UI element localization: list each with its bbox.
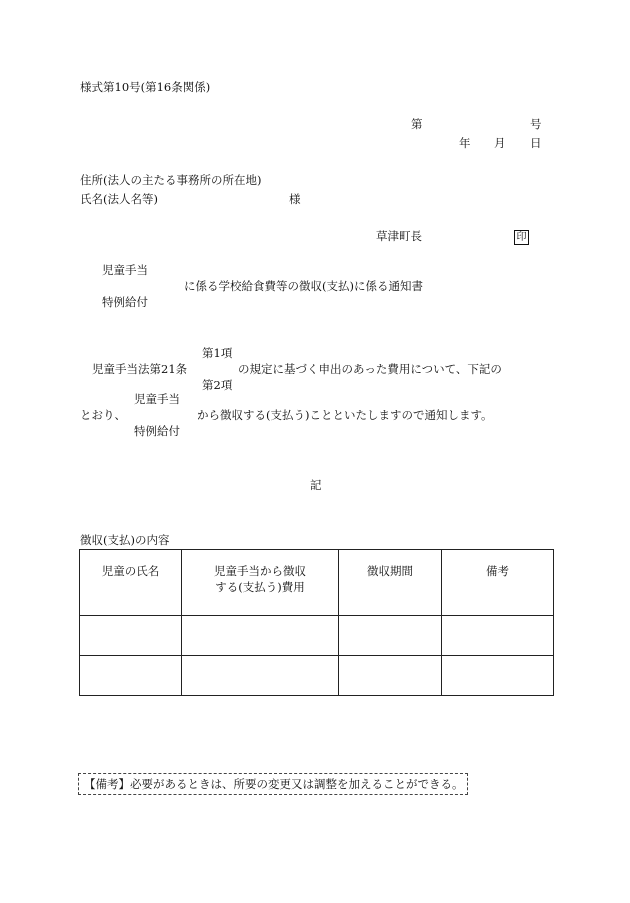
ki-heading: 記 [310,478,322,492]
sender-title: 草津町長 [376,229,422,243]
table-cell[interactable] [182,616,339,656]
table-header-row [80,550,554,616]
body-line1-rest: の規定に基づく申出のあった費用について、下記の [238,362,502,376]
table-header-period: 徴収期間 [339,550,442,616]
subject-text: に係る学校給食費等の徴収(支払)に係る通知書 [184,279,423,293]
remarks-note: 【備考】必要があるときは、所要の変更又は調整を加えることができる。 [78,773,468,795]
table-cell[interactable] [442,616,554,656]
table-cell[interactable] [442,656,554,696]
date-year: 年 [459,136,471,150]
table-cell[interactable] [80,656,182,696]
section-title: 徴収(支払)の内容 [80,533,170,547]
table-row [80,656,554,696]
body-option-special-benefit: 特例給付 [134,424,180,438]
table-cell[interactable] [339,656,442,696]
form-number: 様式第10号(第16条関係) [80,80,211,94]
table-header-cost: 児童手当から徴収 する(支払う)費用 [182,550,339,616]
date-day: 日 [530,136,542,150]
subject-option-special-benefit: 特例給付 [102,295,148,309]
body-option-child-allowance: 児童手当 [134,392,180,406]
subject-option-child-allowance: 児童手当 [102,263,148,277]
body-clause-1: 第1項 [202,346,233,360]
recipient-address-label: 住所(法人の主たる事務所の所在地) [80,173,262,187]
doc-number-prefix: 第 [411,117,423,131]
table-cell[interactable] [80,616,182,656]
recipient-name-label: 氏名(法人名等) [80,192,158,206]
table-header-child-name: 児童の氏名 [80,550,182,616]
body-line2-rest: から徴収する(支払う)ことといたしますので通知します。 [197,408,493,422]
body-law: 児童手当法第21条 [92,362,188,376]
doc-number-suffix: 号 [530,117,542,131]
table-header-remarks: 備考 [442,550,554,616]
table-cell[interactable] [182,656,339,696]
seal-mark: 印 [514,230,529,245]
content-table [79,549,554,696]
date-month: 月 [494,136,506,150]
body-line2-lead: とおり、 [80,408,126,422]
body-clause-2: 第2項 [202,378,233,392]
table-cell[interactable] [339,616,442,656]
recipient-honorific: 様 [289,192,301,206]
table-row [80,616,554,656]
